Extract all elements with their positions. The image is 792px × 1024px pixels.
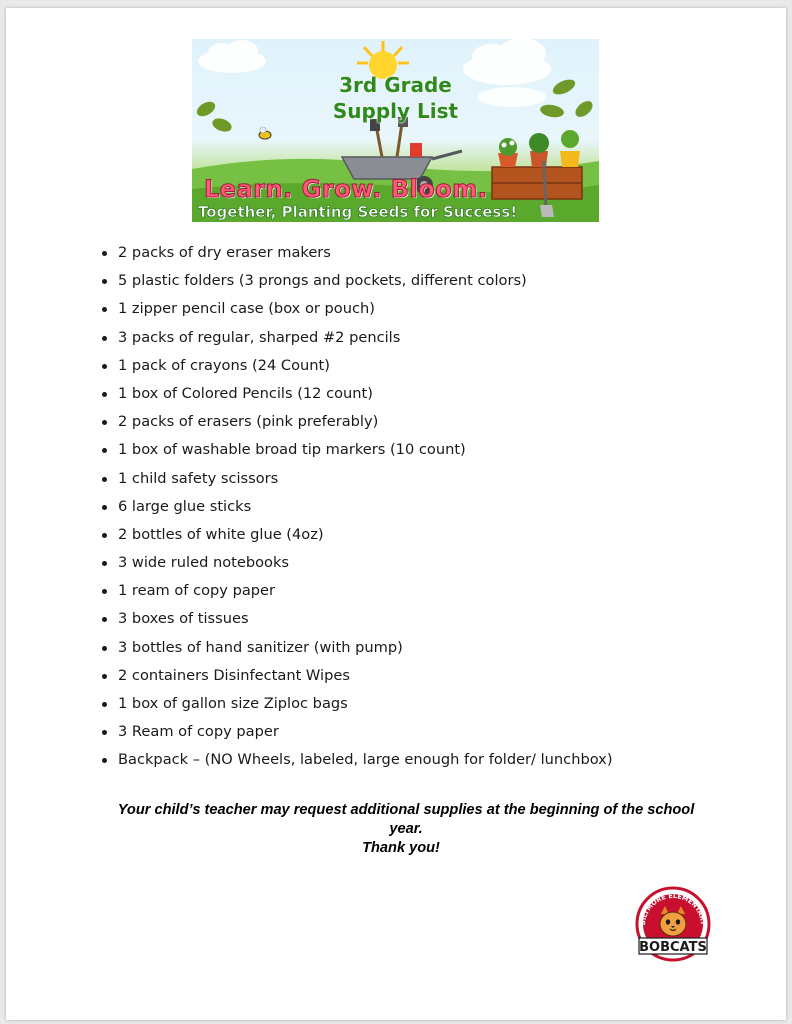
document-page <box>6 8 786 1020</box>
list-item: 3 wide ruled notebooks <box>118 554 613 582</box>
list-item: 2 packs of erasers (pink preferably) <box>118 413 613 441</box>
bobcats-logo <box>633 884 713 964</box>
list-item: 2 containers Disinfectant Wipes <box>118 667 613 695</box>
list-item: 2 bottles of white glue (4oz) <box>118 526 613 554</box>
list-item: 1 child safety scissors <box>118 470 613 498</box>
list-item: 1 zipper pencil case (box or pouch) <box>118 300 613 328</box>
banner-title-line2: Supply List <box>332 99 459 123</box>
list-item: 3 bottles of hand sanitizer (with pump) <box>118 639 613 667</box>
teacher-note: Your child’s teacher may request additional supplies at the beginning of the school year. <box>117 802 695 837</box>
bee-icon <box>259 127 271 139</box>
list-item: 6 large glue sticks <box>118 498 613 526</box>
list-item: 1 box of washable broad tip markers (10 count) <box>118 441 613 469</box>
list-item: 1 pack of crayons (24 Count) <box>118 357 613 385</box>
banner-subtitle: Together, Planting Seeds for Success! <box>198 203 518 221</box>
list-item: Backpack – (NO Wheels, labeled, large enough for folder/ lunchbox) <box>118 751 613 779</box>
thank-you-text: Thank you! <box>362 840 440 856</box>
list-item: 3 Ream of copy paper <box>118 723 613 751</box>
supply-list <box>118 244 613 780</box>
supply-list-banner <box>192 39 599 222</box>
list-item: 3 packs of regular, sharped #2 pencils <box>118 329 613 357</box>
banner-tagline: Learn. Grow. Bloom. <box>204 175 488 203</box>
list-item: 2 packs of dry eraser makers <box>118 244 613 272</box>
logo-name: BOBCATS <box>639 940 707 955</box>
list-item: 1 box of Colored Pencils (12 count) <box>118 385 613 413</box>
list-item: 3 boxes of tissues <box>118 610 613 638</box>
logo-ring-text: BILTMORE ELEMENTARY <box>638 891 708 926</box>
banner-title-line1: 3rd Grade <box>339 73 452 97</box>
list-item: 1 box of gallon size Ziploc bags <box>118 695 613 723</box>
list-item: 1 ream of copy paper <box>118 582 613 610</box>
list-item: 5 plastic folders (3 prongs and pockets, different colors) <box>118 272 613 300</box>
